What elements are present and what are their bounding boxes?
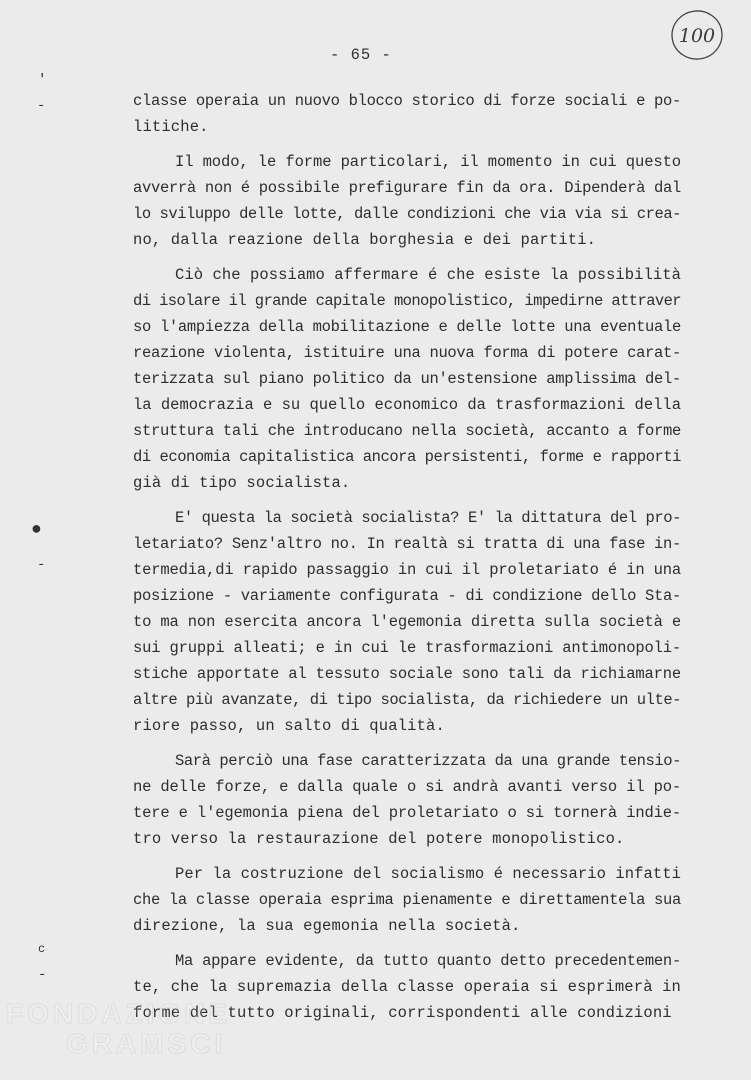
text-line: termedia,di rapido passaggio in cui il proletariato é in una bbox=[133, 561, 681, 579]
margin-mark: c bbox=[38, 942, 46, 956]
text-line: terizzata sul piano politico da un'estensione amplissima del- bbox=[133, 370, 681, 388]
text-line: classe operaia un nuovo blocco storico di forze sociali e po- bbox=[133, 92, 681, 110]
text-line: Sarà perciò una fase caratterizzata da una grande tensio- bbox=[175, 752, 681, 770]
text-line: di isolare il grande capitale monopolistico, impedirne attraver bbox=[133, 292, 681, 310]
margin-mark: - bbox=[37, 98, 46, 114]
text-line: reazione violenta, istituire una nuova forma di potere carat- bbox=[133, 344, 681, 362]
text-line: direzione, la sua egemonia nella società. bbox=[133, 917, 521, 935]
text-line: avverrà non é possibile prefigurare fin da ora. Dipenderà dal bbox=[133, 179, 681, 197]
text-line: tere e l'egemonia piena del proletariato o si tornerà indie- bbox=[133, 804, 681, 822]
text-line: lo sviluppo delle lotte, dalle condizioni che via via si crea- bbox=[133, 205, 681, 223]
text-line: Ciò che possiamo affermare é che esiste la possibilità bbox=[175, 266, 681, 284]
text-line: ne delle forze, e dalla quale o si andrà avanti verso il po- bbox=[133, 778, 681, 796]
margin-mark: ' bbox=[38, 72, 47, 88]
text-line: forme del tutto originali, corrispondenti alle condizioni bbox=[133, 1004, 672, 1022]
text-line: Il modo, le forme particolari, il momento in cui questo bbox=[175, 153, 681, 171]
watermark-text: FONDAZIONE bbox=[6, 998, 232, 1029]
text-line: so l'ampiezza della mobilitazione e delle lotte una eventuale bbox=[133, 318, 681, 336]
margin-mark: - bbox=[37, 557, 46, 573]
text-line: no, dalla reazione della borghesia e dei partiti. bbox=[133, 231, 597, 249]
margin-mark: - bbox=[38, 967, 47, 983]
text-line: te, che la supremazia della classe operaia si esprimerà in bbox=[133, 978, 681, 996]
margin-mark: ● bbox=[31, 520, 42, 540]
text-line: stiche apportate al tessuto sociale sono tali da richiamarne bbox=[133, 665, 681, 683]
text-line: che la classe operaia esprima pienamente e direttamentela sua bbox=[133, 891, 681, 909]
handwritten-page-number bbox=[670, 8, 724, 62]
text-line: to ma non esercita ancora l'egemonia diretta sulla società e bbox=[133, 613, 681, 631]
text-line: E' questa la società socialista? E' la dittatura del pro- bbox=[175, 509, 681, 527]
text-line: sui gruppi alleati; e in cui le trasformazioni antimonopoli- bbox=[133, 639, 681, 657]
text-line: struttura tali che introducano nella società, accanto a forme bbox=[133, 422, 681, 440]
text-line: letariato? Senz'altro no. In realtà si tratta di una fase in- bbox=[133, 535, 681, 553]
text-line: già di tipo socialista. bbox=[133, 474, 351, 492]
watermark-logo bbox=[2, 998, 232, 1080]
svg-text:100: 100 bbox=[678, 25, 716, 47]
watermark-text: GRAMSCI bbox=[66, 1028, 227, 1059]
text-line: tro verso la restaurazione del potere monopolistico. bbox=[133, 830, 625, 848]
text-line: altre più avanzate, di tipo socialista, da richiedere un ulte- bbox=[133, 691, 681, 709]
text-line: di economia capitalistica ancora persistenti, forme e rapporti bbox=[133, 448, 681, 466]
text-line: la democrazia e su quello economico da trasformazioni della bbox=[133, 396, 681, 414]
text-line: litiche. bbox=[133, 118, 209, 136]
text-line: posizione - variamente configurata - di condizione dello Sta- bbox=[133, 587, 681, 605]
text-line: Ma appare evidente, da tutto quanto detto precedentemen- bbox=[175, 952, 681, 970]
text-line: riore passo, un salto di qualità. bbox=[133, 717, 445, 735]
page-number: - 65 - bbox=[330, 46, 392, 64]
text-line: Per la costruzione del socialismo é necessario infatti bbox=[175, 865, 681, 883]
